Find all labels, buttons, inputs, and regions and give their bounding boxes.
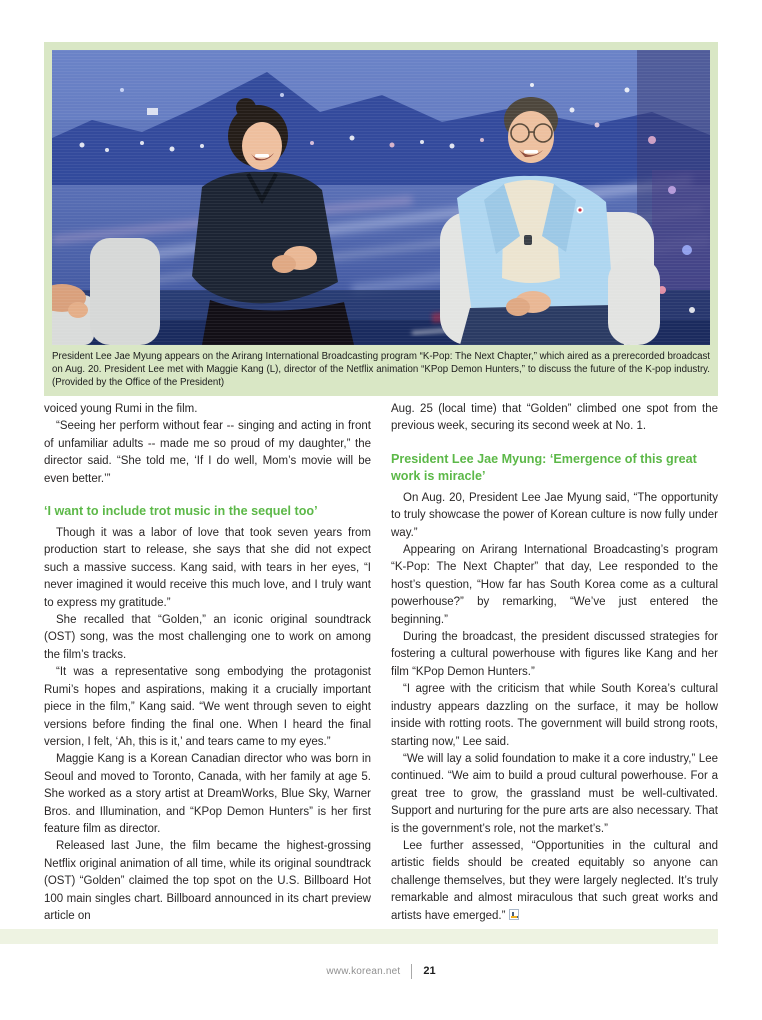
section-heading-trot-music: ‘I want to include trot music in the sequel too’ (44, 504, 318, 519)
paragraph: voiced young Rumi in the film. (44, 403, 198, 415)
section-heading-president-lee: President Lee Jae Myung: ‘Emergence of this great work is miracle’ (391, 451, 697, 483)
paragraph-text: Lee further assessed, “Opportunities in the cultural and artistic fields should be created equitably so anyone can challenge themselves, but they were largely neglected. It’s truly remarkable and almost miraculous that such great works and artists have emerged.” (391, 839, 718, 922)
paragraph: “We will lay a solid foundation to make it a core industry,” Lee continued. “We aim to build a proud cultural powerhouse. For a great tree to grow, the grassland must be well-cultivated. Support and nurturing for the pure arts are also necessary. That is the government’s role, not the market’s.” (391, 752, 718, 835)
paragraph: Aug. 25 (local time) that “Golden” climbed one spot from the previous week, securing its second week at No. 1. (391, 403, 718, 433)
photo-card (44, 42, 718, 396)
article-column-left (44, 401, 371, 925)
paragraph: Appearing on Arirang International Broadcasting’s program “K-Pop: The Next Chapter” that day, Lee responded to the host’s question, “How far has South Korea come as a cultural powerhouse?” by remarking, “We’ve just entered the beginning.” (391, 544, 718, 626)
studio-photo-illustration (52, 50, 710, 345)
paragraph (391, 838, 718, 925)
bottom-accent-bar (0, 929, 718, 944)
paragraph: “I agree with the criticism that while South Korea’s cultural industry appears dazzling on the surface, it may be hollow inside with rotting roots. The government will build strong roots, starting now,” Lee said. (391, 683, 718, 748)
paragraph: Maggie Kang is a Korean Canadian director who was born in Seoul and moved to Toronto, Canada, with her family at age 5. She worked as a story artist at DreamWorks, Blue Sky, Warner Bros. and Illumination, and “KPop Demon Hunters” is her first feature film as director. (44, 753, 371, 835)
studio-photo (52, 50, 710, 345)
article-column-right (391, 401, 718, 925)
page-footer (0, 961, 762, 981)
article-end-mark-icon (509, 909, 519, 920)
paragraph: Released last June, the film became the highest-grossing Netflix original animation of all time, while its original soundtrack (OST) “Golden” claimed the top spot on the U.S. Billboard Hot 100 main singles chart. Billboard announced in its chart preview article on (44, 840, 371, 922)
paragraph: On Aug. 20, President Lee Jae Myung said, “The opportunity to truly showcase the power of Korean culture is now fully under way.” (391, 491, 718, 539)
paragraph: During the broadcast, the president discussed strategies for fostering a cultural powerhouse with figures like Kang and her film “KPop Demon Hunters.” (391, 631, 718, 678)
footer-site-url: www.korean.net (326, 965, 401, 977)
paragraph: She recalled that “Golden,” an iconic original soundtrack (OST) song, was the most challenging one to work on among the film’s tracks. (44, 614, 371, 661)
footer-divider (411, 964, 412, 979)
page-number: 21 (423, 965, 436, 977)
paragraph: “Seeing her perform without fear -- singing and acting in front of unfamiliar adults -- made me so proud of my daughter,” the director said. “She told me, ‘If I do well, Mom’s movie will be even better.’” (44, 420, 371, 485)
paragraph: “It was a representative song embodying the protagonist Rumi’s hopes and aspirations, making it a crucially important piece in the film,” Kang said. “We went through seven to eight versions before finding the final one. When I heard the final version, I felt, ‘Ah, this is it,’ and tears came to my eyes.” (44, 666, 371, 748)
photo-caption: President Lee Jae Myung appears on the Arirang International Broadcasting program “K-Pop: The Next Chapter,” which aired as a prerecorded broadcast on Aug. 20. President Lee met with Maggie Kang (L), director of the Netflix animation “KPop Demon Hunters,” to discuss the future of the K-pop industry. (Provided by the Office of the President) (52, 351, 710, 388)
paragraph: Though it was a labor of love that took seven years from production start to release, she says that she did not expect such a massive success. Kang said, with tears in her eyes, “I never imagined it would receive this much love, and I truly want to express my gratitude.” (44, 527, 371, 609)
